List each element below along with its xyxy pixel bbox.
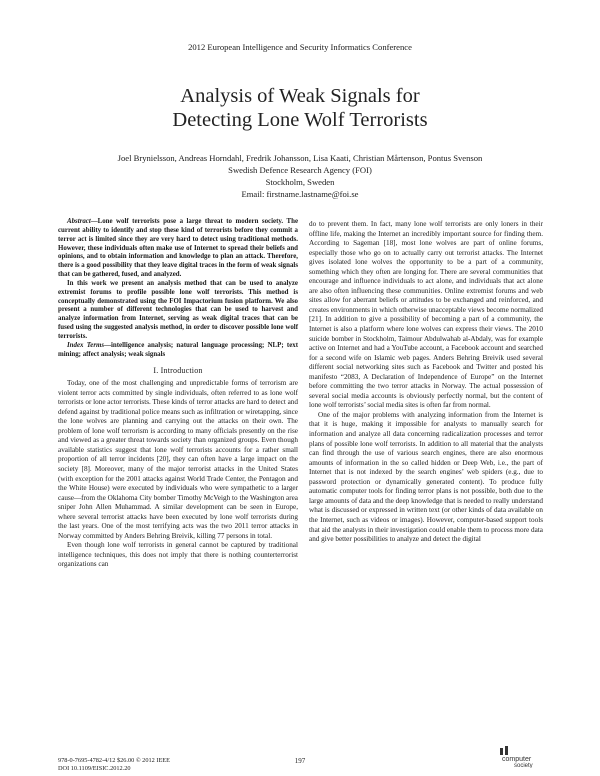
computer-society-logo (492, 746, 544, 768)
location: Stockholm, Sweden (265, 177, 335, 187)
footer-doi: DOI 10.1109/EISIC.2012.20 (58, 765, 131, 772)
abstract-paragraph-2: In this work we present an analysis method that can be used to analyze extremist forums to profile possible lone wolf terrorists. This method is conceptually demonstrated using the FOI Impactorium fusion platform. We also present a number of different technologies that can be used to harvest and analyze information from Internet, serving as weak digital traces that can be fused using the suggested analysis method, in order to discover possible lone wolf terrorists. (58, 279, 298, 340)
affiliation: Swedish Defence Research Agency (FOI) (228, 165, 372, 175)
abstract-text-1: —Lone wolf terrorists pose a large threat to modern society. The current ability to identify and stop these kind of terrorists before they commit a terror act is limited since they are very hard to detect using traditional methods. However, these individuals often make use of Internet to spread their beliefs and opinions, and to obtain information and knowledge to plan an attack. Therefore, there is a good possibility that they leave digital traces in the form of weak signals that can be gathered, fused, and analyzed. (58, 218, 298, 279)
title-line-2: Detecting Lone Wolf Terrorists (172, 109, 428, 131)
abstract-paragraph-1 (58, 218, 298, 280)
email: Email: firstname.lastname@foi.se (241, 189, 359, 199)
index-terms-text: —intelligence analysis; natural language processing; NLP; text mining; affect analysis; weak signals (58, 341, 299, 358)
title-line-1: Analysis of Weak Signals for (180, 85, 420, 107)
page-number: 197 (294, 757, 306, 765)
logo-text-computer: computer (502, 756, 532, 763)
author-list: Joel Brynielsson, Andreas Horndahl, Fredrik Johansson, Lisa Kaati, Christian Mårtenson, Pontus Svenson (117, 153, 483, 163)
right-paragraph-2: One of the major problems with analyzing information from the Internet is that it is huge, making it impossible for analysts to manually search for information and analyze all data concerning radicalization processes and terror plans of possible lone wolf terrorists. In addition to all material that the analysts can find through the use of various search engines, there are also enormous amounts of information in the so called hidden or Deep Web, i.e., the part of Internet that is not indexed by the search engines’ web spiders (e.g., due to password protection or dynamically generated content). To produce fully automatic computer tools for finding terror plans is not possible, both due to the large amounts of data and the deep knowledge that is needed to really understand what is discussed or expressed in written text (or other kinds of data available on the Internet, such as videos or images). However, computer-based support tools that aid the analysts in their investigation could enable them to process more data and give better possibilities to analyze and detect the digital (309, 410, 543, 544)
index-terms-label: Index Terms (67, 341, 105, 349)
footer-isbn: 978-0-7695-4782-4/12 $26.00 © 2012 IEEE (58, 757, 170, 764)
index-terms (58, 342, 298, 360)
right-paragraph-1: do to prevent them. In fact, many lone wolf terrorists are only loners in their offline life, making the Internet an incredibly important source for finding them. According to Sageman [18], most lone wolves are part of online forums, especially those who go on to actually carry out terrorist attacks. The Internet gives isolated lone wolves the opportunity to be a part of a community, something which they often are longing for. There are several communities that encourage and influence individuals to act alone, and individuals that act alone are also often influencing these communities. Online extremist forums and web sites allow for aberrant beliefs or attitudes to be exchanged and reinforced, and creates environments in which otherwise unacceptable views become normalized [21]. In addition to give a possibility of becoming a part of a community, the Internet is also a platform where lone wolves can express their views. The 2010 suicide bomber in Stockholm, Taimour Abdulwahab al-Abdaly, was for example active on Internet and had a YouTube account, a Facebook account and searched for a second wife on Islamic web pages. Anders Behring Breivik used several different social networking sites such as Facebook and Twitter and posted his manifesto “2083, A Declaration of Independence of Europe” on the Internet before committing the two terror attacks in Norway. The actual possession of several social media accounts is obviously perfectly normal, but the content of lone wolf terrorists’ social media sites is often far from normal. (309, 220, 543, 410)
intro-paragraph-2: Even though lone wolf terrorists in general cannot be captured by traditional intelligence techniques, this does not imply that there is nothing counterterrorist organizations can (58, 541, 298, 569)
left-column (58, 218, 298, 570)
author-block (0, 152, 600, 200)
right-column (309, 220, 543, 545)
paper-title (0, 84, 600, 132)
conference-header: 2012 European Intelligence and Security Informatics Conference (188, 42, 412, 52)
abstract-label: Abstract (67, 218, 91, 225)
intro-paragraph-1: Today, one of the most challenging and unpredictable forms of terrorism are violent terror acts committed by single individuals, often referred to as lone wolf terrorists or lone actor terrorists. These kinds of terror attacks are hard to detect and defend against by traditional police means such as infiltration or wiretapping, since the lone wolves are planning and carrying out the attacks on their own. The problem of lone wolf terrorism is according to many officials presently on the rise and viewed as a greater threat towards society than organized groups. Even though available statistics suggest that lone wolf terrorists accounts for a rather small proportion of all terror incidents [20], they can often have a large impact on the society [8]. Moreover, many of the major terrorist attacks in the United States (with exception for the 2001 attacks against World Trade Center, the Pentagon and the White House) were executed by individuals who were sympathetic to a larger cause—from the Oklahoma City bomber Timothy McVeigh to the Washington area sniper John Allen Muhammad. A similar development can be seen in Europe, where several terrorist attacks have been executed by lone wolf terrorists during the last years. One of the most terrifying acts was the two 2011 terror attacks in Norway committed by Anders Behring Breivik, killing 77 persons in total. (58, 379, 298, 540)
logo-text-society: society (514, 763, 533, 768)
section-heading-introduction: I. Introduction (153, 365, 203, 375)
